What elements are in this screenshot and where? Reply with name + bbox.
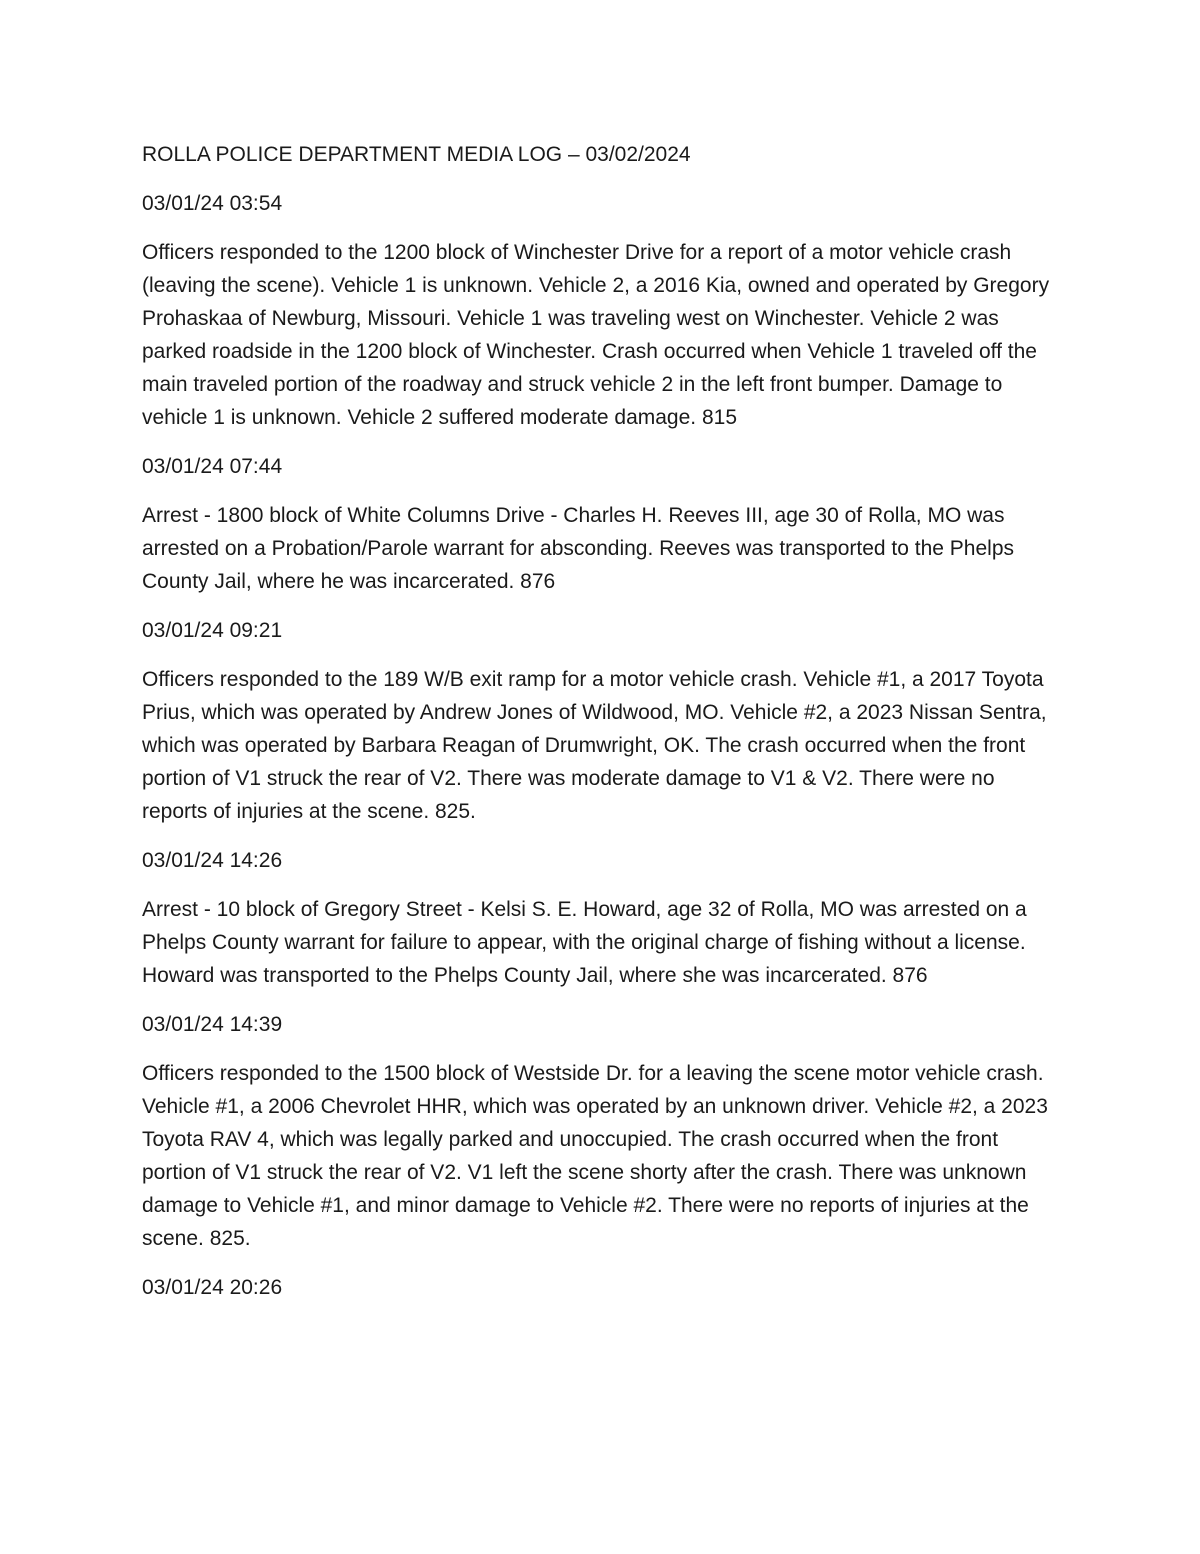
entry-text: Officers responded to the 1200 block of Winchester Drive for a report of a motor vehicle crash (leaving the scene). Vehicle 1 is unknown. Vehicle 2, a 2016 Kia, owned and operated by Gregory Prohaskaa of Newburg, Missouri. Vehicle 1 was traveling west on Winchester. Vehicle 2 was parked roadside in the 1200 block of Winchester. Crash occurred when Vehicle 1 traveled off the main traveled portion of the roadway and struck vehicle 2 in the left front bumper. Damage to vehicle 1 is unknown. Vehicle 2 suffered moderate damage. 815: [142, 241, 1050, 429]
entry-timestamp: 03/01/24 03:54: [142, 192, 283, 215]
entry-timestamp: 03/01/24 09:21: [142, 619, 283, 642]
entry-timestamp: 03/01/24 14:26: [142, 849, 283, 872]
entry-timestamp: 03/01/24 07:44: [142, 455, 283, 478]
media-log-content: [142, 138, 1062, 1320]
entry-text: Officers responded to the 1500 block of Westside Dr. for a leaving the scene motor vehicle crash. Vehicle #1, a 2006 Chevrolet HHR, which was operated by an unknown driver. Vehicle #2, a 2023 Toyota RAV 4, which was legally parked and unoccupied. The crash occurred when the front portion of V1 struck the rear of V2. V1 left the scene shorty after the crash. There was unknown damage to Vehicle #1, and minor damage to Vehicle #2. There were no reports of injuries at the scene. 825.: [142, 1062, 1048, 1250]
entry-text: Arrest - 10 block of Gregory Street - Kelsi S. E. Howard, age 32 of Rolla, MO was arrested on a Phelps County warrant for failure to appear, with the original charge of fishing without a license. Howard was transported to the Phelps County Jail, where she was incarcerated. 876: [142, 898, 1027, 987]
entry-timestamp: 03/01/24 14:39: [142, 1013, 283, 1036]
document-title: ROLLA POLICE DEPARTMENT MEDIA LOG – 03/02/2024: [142, 143, 691, 166]
entry-text: Officers responded to the 189 W/B exit ramp for a motor vehicle crash. Vehicle #1, a 2017 Toyota Prius, which was operated by Andrew Jones of Wildwood, MO. Vehicle #2, a 2023 Nissan Sentra, which was operated by Barbara Reagan of Drumwright, OK. The crash occurred when the front portion of V1 struck the rear of V2. There was moderate damage to V1 & V2. There were no reports of injuries at the scene. 825.: [142, 668, 1047, 823]
entry-text: Arrest - 1800 block of White Columns Drive - Charles H. Reeves III, age 30 of Rolla, MO was arrested on a Probation/Parole warrant for absconding. Reeves was transported to the Phelps County Jail, where he was incarcerated. 876: [142, 504, 1015, 593]
entry-timestamp: 03/01/24 20:26: [142, 1276, 283, 1299]
